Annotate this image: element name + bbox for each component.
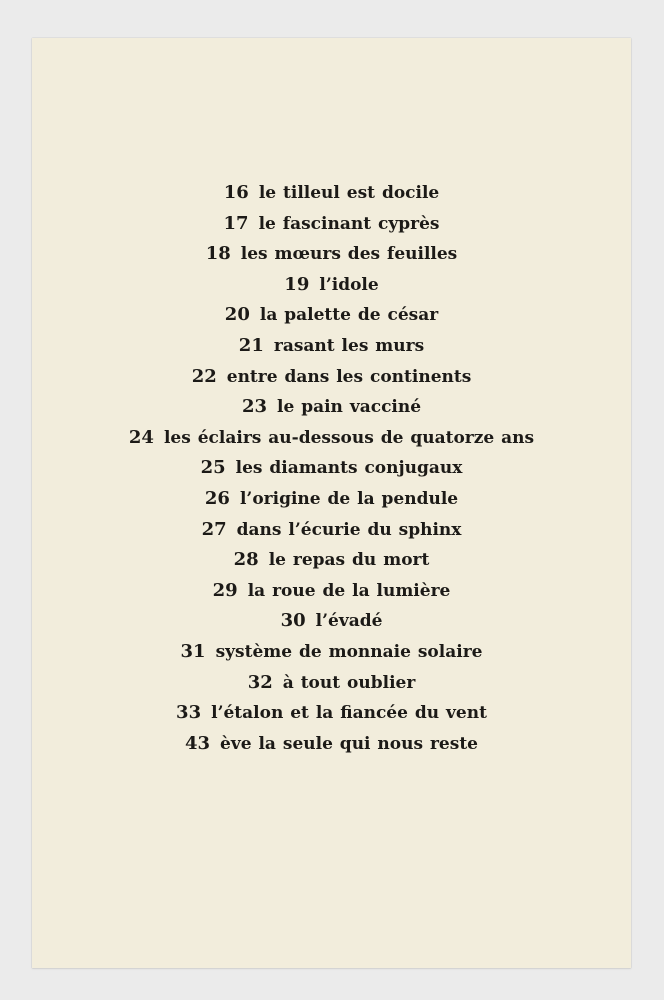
entry-number: 33 xyxy=(176,702,202,724)
list-item xyxy=(32,545,631,576)
entry-title: l’idole xyxy=(319,274,379,295)
entry-number: 23 xyxy=(241,396,267,418)
entry-title: le tilleul est docile xyxy=(258,183,440,203)
list-item xyxy=(32,209,631,240)
entry-number: 32 xyxy=(247,671,273,693)
entry-title: système de monnaie solaire xyxy=(215,641,483,662)
list-item xyxy=(32,668,631,699)
entry-title: l’étalon et la fiancée du vent xyxy=(211,703,487,724)
entry-title: dans l’écurie du sphinx xyxy=(236,519,462,540)
entry-title: entre dans les continents xyxy=(226,366,472,387)
list-item xyxy=(32,362,631,393)
entry-title: le pain vacciné xyxy=(277,397,422,418)
entry-title: l’évadé xyxy=(315,611,383,632)
entry-number: 27 xyxy=(201,518,227,540)
list-item xyxy=(32,729,631,760)
list-item xyxy=(32,331,631,362)
list-item xyxy=(32,637,631,668)
entry-title: les diamants conjugaux xyxy=(235,458,463,479)
title-list xyxy=(32,178,631,759)
entry-title: ève la seule qui nous reste xyxy=(220,733,478,754)
paper-sheet xyxy=(32,38,631,968)
list-item xyxy=(32,423,631,454)
list-item xyxy=(32,606,631,637)
entry-number: 18 xyxy=(205,243,231,265)
entry-title: l’origine de la pendule xyxy=(239,488,459,509)
entry-title: la palette de césar xyxy=(259,305,439,326)
entry-number: 25 xyxy=(200,457,226,479)
entry-number: 24 xyxy=(128,426,154,448)
entry-number: 26 xyxy=(204,487,230,509)
entry-title: les éclairs au-dessous de quatorze ans xyxy=(163,427,535,448)
entry-number: 22 xyxy=(191,365,217,387)
list-item xyxy=(32,453,631,484)
entry-number: 17 xyxy=(223,212,249,234)
entry-number: 43 xyxy=(184,732,211,754)
list-item xyxy=(32,515,631,546)
entry-title: le repas du mort xyxy=(268,550,430,571)
list-item xyxy=(32,576,631,607)
entry-number: 29 xyxy=(212,579,238,601)
list-item xyxy=(32,270,631,301)
entry-title: rasant les murs xyxy=(273,335,425,356)
list-item xyxy=(32,300,631,331)
entry-number: 28 xyxy=(233,549,259,571)
entry-number: 21 xyxy=(238,334,264,356)
entry-number: 16 xyxy=(223,182,249,203)
entry-title: le fascinant cyprès xyxy=(258,213,440,234)
list-item xyxy=(32,392,631,423)
entry-number: 19 xyxy=(284,273,310,295)
entry-title: la roue de la lumière xyxy=(247,580,451,601)
list-item xyxy=(32,698,631,729)
entry-number: 20 xyxy=(224,304,250,326)
list-item xyxy=(32,484,631,515)
entry-title: les mœurs des feuilles xyxy=(240,244,458,265)
entry-title: à tout oublier xyxy=(282,672,416,693)
list-item xyxy=(32,239,631,270)
entry-number: 31 xyxy=(180,640,206,662)
list-item xyxy=(32,178,631,209)
entry-number: 30 xyxy=(280,610,306,632)
